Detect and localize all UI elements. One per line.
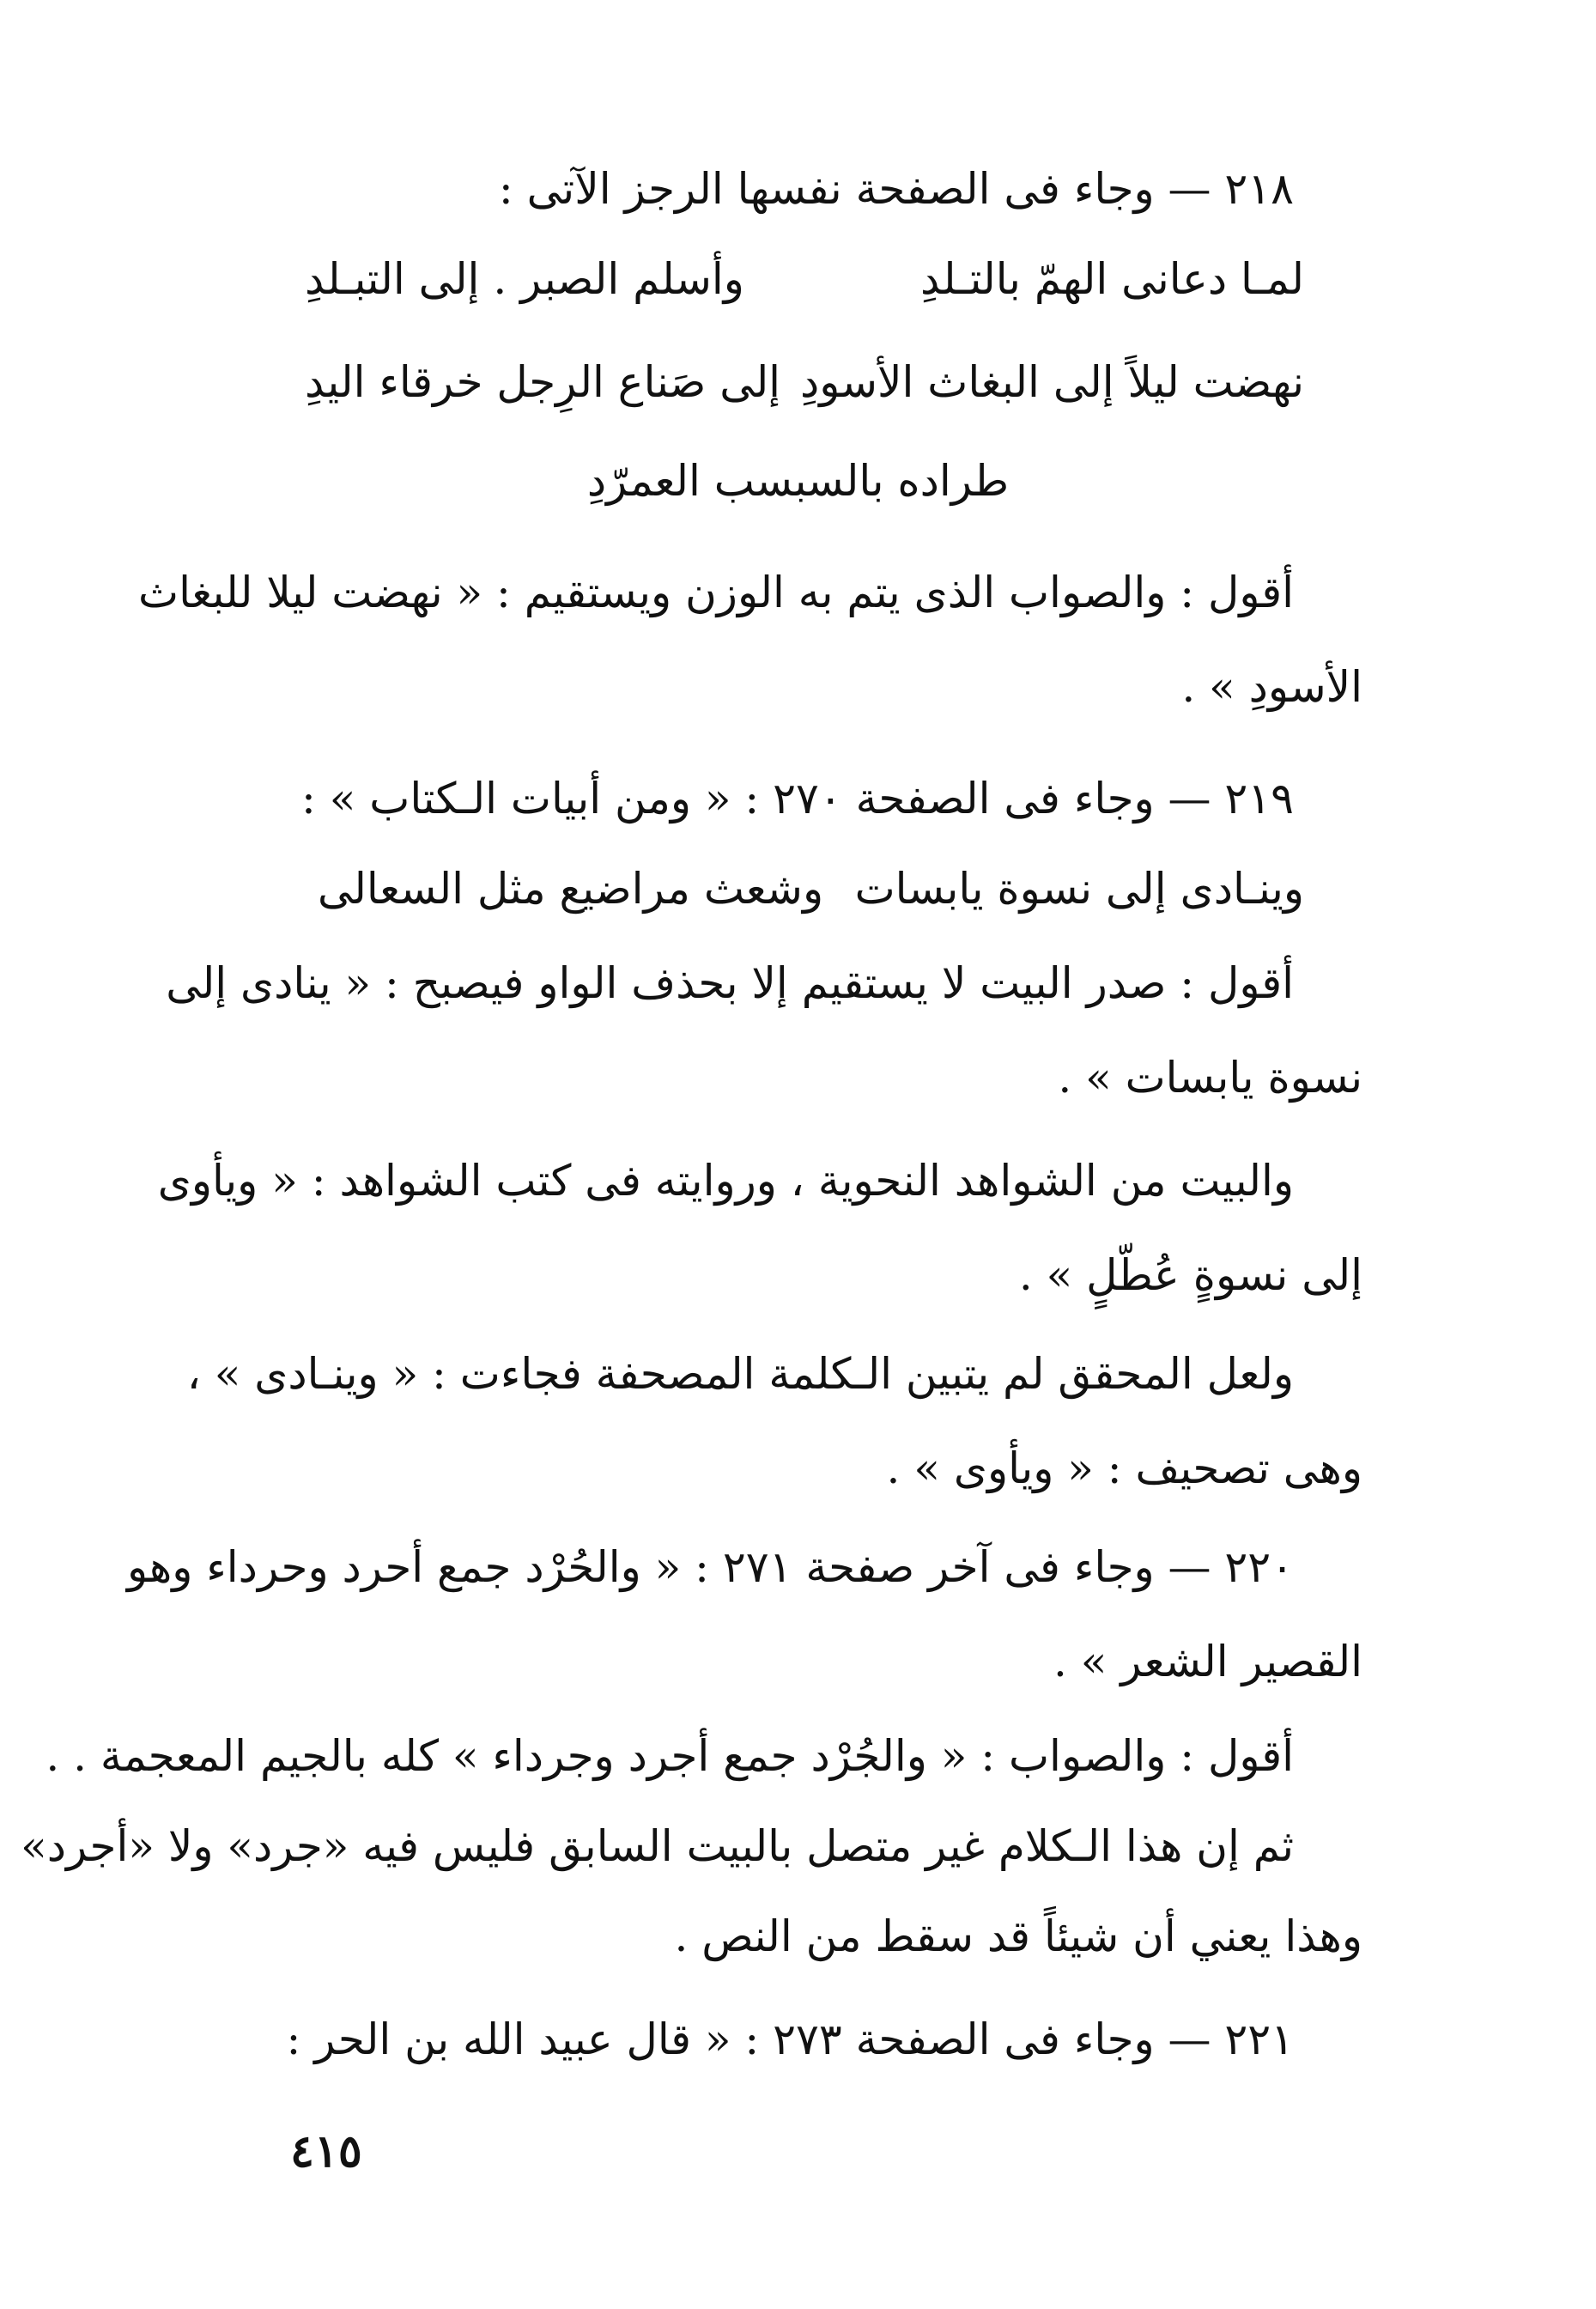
entry-218-header: ٢١٨ — وجاء فى الصفحة نفسها الرجز الآتى :: [498, 164, 1294, 214]
entry-220-comment-2-line-2: وهذا يعني أن شيئاً قد سقط من النص .: [674, 1911, 1362, 1961]
entry-219-comment-2-line-2: إلى نسوةٍ عُطّلٍ » .: [1018, 1250, 1362, 1300]
verse-2-second-hemistich: إلى صَناع الرِجل خرقاء اليدِ: [305, 357, 781, 407]
verse-2-first-hemistich: نهضت ليلاً إلى البغاث الأسودِ: [800, 357, 1304, 407]
entry-220-comment-2-line-1: ثم إن هذا الـكلام غير متصل بالبيت السابق فليس فيه «جرد» ولا «أجرد»: [21, 1821, 1294, 1871]
verse-1-first-hemistich: لمـا دعانى الهمّ بالتـلدِ: [920, 254, 1304, 304]
page-number: ٤١٥: [290, 2125, 362, 2178]
entry-219-comment-2-line-1: والبيت من الشواهد النحوية ، وروايته فى كتب الشواهد : « ويأوى: [157, 1156, 1294, 1206]
entry-218-comment-line-1: أقول : والصواب الذى يتم به الوزن ويستقيم : « نهضت ليلا للبغاث: [138, 568, 1294, 617]
entry-219-header: ٢١٩ — وجاء فى الصفحة ٢٧٠ : « ومن أبيات الـكتاب » :: [301, 774, 1294, 823]
entry-221-line-1: ٢٢١ — وجاء فى الصفحة ٢٧٣ : « قال عبيد الله بن الحر :: [286, 2014, 1294, 2064]
entry-219-comment-3-line-2: وهى تصحيف : « ويأوى » .: [886, 1443, 1362, 1493]
verse-3: طراده بالسبسب العمرّدِ: [586, 456, 1010, 506]
entry-220-comment-1: أقول : والصواب : « والجُرْد جمع أجرد وجرداء » كله بالجيم المعجمة . .: [46, 1731, 1294, 1781]
entry-220-line-2: القصير الشعر » .: [1053, 1637, 1362, 1686]
entry-220-line-1: ٢٢٠ — وجاء فى آخر صفحة ٢٧١ : « والحُرْد جمع أحرد وحرداء وهو: [127, 1542, 1294, 1592]
entry-218-comment-line-2: الأسودِ » .: [1181, 662, 1362, 712]
verse-1-second-hemistich: وأسلم الصبر . إلى التبـلدِ: [305, 254, 744, 304]
entry-219-verse-second-hemistich: وشعث مراضيع مثل السعالى: [318, 864, 824, 914]
entry-219-comment-1-line-1: أقول : صدر البيت لا يستقيم إلا بحذف الواو فيصبح : « ينادى إلى: [166, 958, 1294, 1008]
entry-219-comment-3-line-1: ولعل المحقق لم يتبين الـكلمة المصحفة فجاءت : « وينـادى » ،: [186, 1349, 1294, 1399]
entry-219-verse-first-hemistich: وينـادى إلى نسوة يابسات: [854, 864, 1304, 914]
entry-219-comment-1-line-2: نسوة يابسات » .: [1058, 1053, 1362, 1103]
